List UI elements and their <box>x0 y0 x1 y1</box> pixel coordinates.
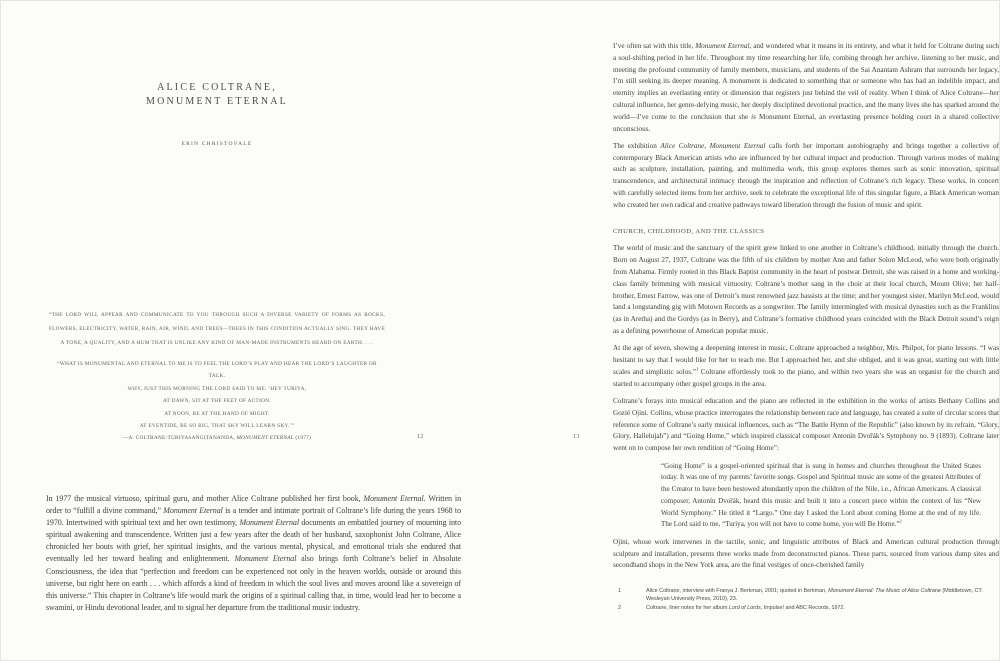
body-paragraph-6: Ojini, whose work intervenes in the tactile, sonic, and linguistic attributes of Black and American cultural production through sculpture and installation, presents three works made from deconstructed pianos. These parts, sourced from various dump sites and secondhand shops in the New York area, are the final vestiges of once-cherished family <box>613 537 999 570</box>
body-paragraph-5: Coltrane’s forays into musical education and the piano are reflected in the exhibition in the works of artists Bethany Collins and Gozié Ojini. Collins, whose practice interrogates the relationship between race and language, has created a suite of circular scores that reference some of Coltrane’s early musical influences, such as “The Battle Hymn of the Republic” (also known by its refrain, “Glory, Glory, Hallelujah”) and “Going Home,” which inspired classical composer Antonín Dvořák’s Symphony no. 9 (1893). Coltrane later went on to compose her own rendition of “Going Home”: <box>613 397 999 453</box>
epigraph <box>49 308 385 432</box>
body-paragraph-1: I’ve often sat with this title, Monument Eternal, and wondered what it means in its entirety, and what it held for Coltrane during such a soul-shifting period in her life. Throughout my time researching her life, combing through her archive, listening to her music, and meeting the profound community of family members, musicians, and students of the Sai Anantam Ashram that surrounds her legacy, I’m still seeking its deeper meaning. A monument is dedicated to something that or someone who has had an indelible impact, and eternity implies an everlasting entity or dimension that registers just behind the veil of reality. When I think of Alice Coltrane—her cultural influence, her genre-defying music, her deeply disciplined devotional practice, and the many lives she has sparked around the world—I’ve come to the conclusion that she is Monument Eternal, an everlasting presence holding court in a shared collective unconscious. <box>613 42 999 133</box>
author-name: ERIN CHRISTOVALE <box>181 141 253 147</box>
page-title-line-2: MONUMENT ETERNAL <box>146 96 288 107</box>
body-paragraph-3: The world of music and the sanctuary of the spirit grew linked to one another in Coltrane’s childhood, initially through the church. Born on August 27, 1937, Coltrane was the fifth of six children by mother Ann and father Solon McLeod, who were both originally from Alabama. Firmly rooted in this Black Baptist community in the heart of postwar Detroit, she was raised in a home and working-class family brimming with musical virtuosity. Coltrane’s mother sang in the choir at their local church, Mount Olive; her half-brother, Ernest Farrow, was one of Detroit’s most renowned jazz bassists at the time; and her youngest sister, Marilyn McLeod, would land a longstanding gig with Motown Records as a songwriter. The family intermingled with musical dynasties such as the Franklins (as in Aretha) and the Gordys (as in Berry), and Coltrane’s formative childhood years coincided with the Black Detroit sound’s reign as a defining powerhouse of American popular music. <box>613 244 999 336</box>
footnote-1-number: 1 <box>618 588 622 594</box>
footnote-2 <box>613 604 999 612</box>
footnote-1-text: Alice Coltrane, interview with Franya J. Berkman, 2001; quoted in Berkman, Monument Eternal: The Music of Alice Coltrane (Middletown, CT: Wesleyan University Press, 2010), 23. <box>646 588 983 602</box>
page-title-line-1: ALICE COLTRANE, <box>157 82 277 93</box>
page-number-left: 12 <box>417 433 424 440</box>
chapter-title-block <box>49 81 385 147</box>
page-number-right: 13 <box>573 433 580 440</box>
body-paragraph-2: The exhibition Alice Coltrane, Monument Eternal calls forth her important autobiography and brings together a collective of contemporary Black American artists who are influenced by her cultural impact and production. Through various modes of making such as sculpture, installation, painting, and multimedia work, this group explores themes such as sonic innovation, spiritual transcendence, and architectural intimacy through the inspiration and reflection of Coltrane’s rich legacy. These works, in concert with carefully selected items from her archive, seek to celebrate the exceptional life of this singular figure, a Black American woman who created her own radical and creative pathways toward liberation through the fusion of music and spirit. <box>613 141 1000 209</box>
footnote-1 <box>613 587 999 603</box>
body-paragraph-4: At the age of seven, showing a deepening interest in music, Coltrane approached a neighbor, Mrs. Philpot, for piano lessons. “I was hesitant to say that I would like for her to teach me. But I approached her, and she obliged, and it was great, starting out with little scales and simplistic solos.”$^1$ Coltrane effortlessly took to the piano, and within two years she was an organist for the church and started to accompany other gospel groups in the area. <box>613 344 999 388</box>
epigraph-stanza-2: “WHAT IS MONUMENTAL AND ETERNAL TO ME IS TO FEEL THE LORD’S PLAY AND HEAR THE LORD’S LAUGHTER OR TALK. WHY, JUST THIS MORNING THE LORD SAID TO ME: ‘HEY TURIYA, AT DAWN, SIT AT THE FEET OF ACTION. AT NOON, BE AT THE HAND OF MIGHT. AT EVENTIDE, BE SO BIG, THAT SKY WILL LEARN SKY.’” <box>57 361 377 430</box>
footnotes <box>613 587 999 613</box>
left-body-paragraph: In 1977 the musical virtuoso, spiritual guru, and mother Alice Coltrane published her first book, Monument Eternal. Written in order to “fulfill a divine command,” Monument Eternal is a tender and intimate portrait of Coltrane’s life during the years 1968 to 1970. Intertwined with spiritual text and her own testimony, Monument Eternal documents an embattled journey of mourning into spiritual awakening and transcendence. Written just a few years after the death of her husband, saxophonist John Coltrane, Alice chronicled her bouts with grief, her spiritual insights, and the various mental, physical, and emotional trials she endured that eventually led her toward healing and enlightenment. Monument Eternal also brings forth Coltrane’s belief in Absolute Consciousness, the idea that “perfection and freedom can be experienced not only in the heaven worlds, outside or around this universe, but right here on earth . . . which affords a kind of freedom in which the soul lives and moves around like a sovereign of this universe.” This chapter in Coltrane’s life would mark the origins of a spiritual calling that, in time, would lead her to become a swamini, or Hindu devotional leader, and to signal her departure from the traditional music industry. <box>46 494 462 612</box>
epigraph-attribution: —A. COLTRANE-TURIYASANGITANANDA, MONUMENT ETERNAL (1977) <box>122 435 312 441</box>
footnote-2-text: Coltrane, liner notes for her album Lord of Lords, Impulse! and ABC Records, 1972. <box>646 605 845 611</box>
footnote-2-number: 2 <box>618 605 622 611</box>
section-heading: CHURCH, CHILDHOOD, AND THE CLASSICS <box>613 227 765 235</box>
blockquote: “Going Home” is a gospel-oriented spiritual that is sung in homes and churches throughout the United States today. It was one of my parents’ favorite songs. Gospel and Spiritual music are some of the greatest Attributes of the Creator to have been bestowed abundantly upon the children of the Nile, i.e., African Americans. A classical composer, Antonín Dvořák, heard this music and built it into a concert piece within the context of his “New World Symphony.” He titled it “Largo.” One day I asked the Lord about coming Home at the end of my life. The Lord said to me, “Turiya, you will not have to come home, you will Be Home.”$^2$ <box>661 461 981 529</box>
right-text-column <box>613 41 999 578</box>
epigraph-stanza-1: “THE LORD WILL APPEAR AND COMMUNICATE TO YOU THROUGH SUCH A DIVERSE VARIETY OF FORMS AS ROCKS, FLOWERS, ELECTRICITY, WATER, RAIN, AIR, WIND, AND TREES—TREES IN THIS CONDITION ACTUALLY SING. THEY HAVE A TONE, A QUALITY, AND A HUM THAT IS UNLIKE ANY KIND OF MAN-MADE INSTRUMENTS HEARD ON EARTH. . . . <box>49 312 385 346</box>
